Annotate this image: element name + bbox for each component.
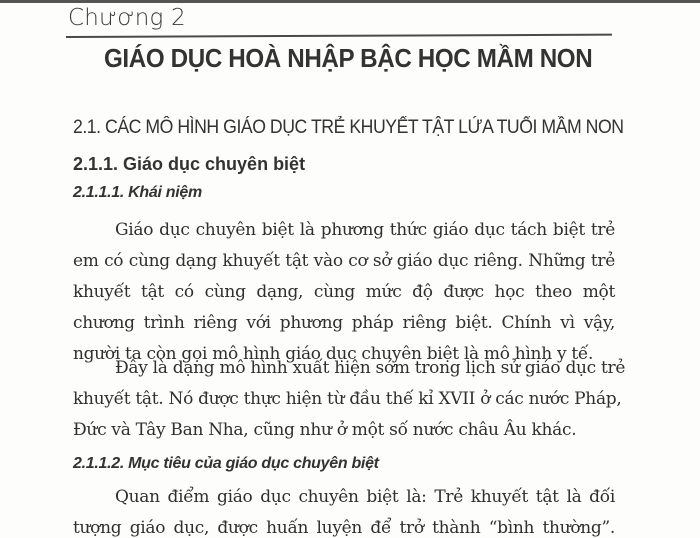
text-line: khuyết tật có cùng dạng, cùng mức độ được học theo một	[73, 282, 615, 302]
chapter-label: Chương 2	[68, 5, 186, 31]
part-heading-objectives: 2.1.1.2. Mục tiêu của giáo dục chuyên biệt	[73, 455, 379, 472]
page-top-edge	[0, 0, 700, 3]
chapter-title: GIÁO DỤC HOÀ NHẬP BẬC HỌC MẦM NON	[104, 43, 593, 73]
text-line: Đây là dạng mô hình xuất hiện sớm trong lịch sử giáo dục trẻ	[115, 358, 626, 378]
text-line: khuyết tật. Nó được thực hiện từ đầu thế kỉ XVII ở các nước Pháp,	[73, 389, 622, 409]
text-line: Quan điểm giáo dục chuyên biệt là: Trẻ khuyết tật là đối	[115, 487, 615, 507]
text-line: chương trình riêng với phương pháp riêng biệt. Chính vì vậy,	[73, 313, 615, 333]
text-line: em có cùng dạng khuyết tật vào cơ sở giáo dục riêng. Những trẻ	[73, 251, 615, 271]
part-heading-concept: 2.1.1.1. Khái niệm	[73, 184, 202, 201]
text-line: Đức và Tây Ban Nha, cũng như ở một số nước châu Âu khác.	[73, 420, 577, 440]
text-line: tượng giáo dục, được huấn luyện để trở thành “bình thường”.	[73, 518, 615, 538]
text-line: Giáo dục chuyên biệt là phương thức giáo dục tách biệt trẻ	[115, 220, 615, 240]
text-line: người ta còn gọi mô hình giáo dục chuyên biệt là mô hình y tế.	[73, 344, 594, 364]
chapter-underline	[66, 34, 612, 38]
section-heading: 2.1. CÁC MÔ HÌNH GIÁO DỤC TRẺ KHUYẾT TẬT LỨA TUỔI MẦM NON	[73, 117, 624, 138]
subsection-heading: 2.1.1. Giáo dục chuyên biệt	[73, 154, 306, 174]
